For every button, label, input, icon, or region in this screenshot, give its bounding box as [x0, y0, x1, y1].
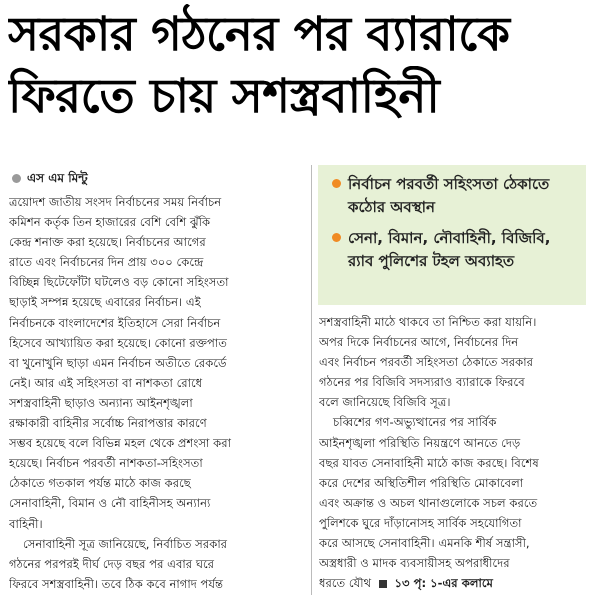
text-line-end: ধরতে যৌথ	[319, 576, 372, 591]
text-line: ফিরবে সশস্ত্রবাহিনী। তবে ঠিক কবে নাগাদ পর্যন্ত	[9, 576, 224, 591]
text-line: ছাড়াই সম্পন্ন হয়েছে এবারের নির্বাচন। এই	[9, 295, 201, 310]
text-line: সম্ভব হয়েছে বলে বিভিন্ন মহল থেকে প্রশংসা করা	[9, 436, 231, 451]
highlight-text: নির্বাচন পরবর্তী সহিংসতা ঠেকাতে কঠোর অবস্থান	[348, 175, 550, 216]
text-line: রক্ষাকারী বাহিনীর সর্বোচ্চ নিরাপত্তার কারণে	[9, 416, 207, 431]
text-line: সেনাবাহিনী, বিমান ও নৌ বাহিনীসহ অন্যান্য	[9, 496, 211, 511]
text-line: এবং নির্বাচন পরবর্তী সহিংসতা ঠেকাতে সরকার	[319, 355, 534, 370]
text-line: কেন্দ্র শনাক্ত করা হয়েছে। নির্বাচনের আগের	[9, 235, 206, 250]
highlight-box	[318, 165, 586, 305]
text-line: আইনশৃঙ্খলা পরিস্থিতি নিয়ন্ত্রণে আনতে দেড়	[319, 435, 521, 450]
text-line: ত্রয়োদশ জাতীয় সংসদ নির্বাচনের সময় নির্বাচন	[9, 195, 222, 209]
text-line: হয়েছে। নির্বাচন পরবর্তী নাশকতা-সহিংসতা	[9, 456, 203, 471]
text-line: সেনাবাহিনী সূত্র জানিয়েছে, নির্বাচিত সরকার	[23, 536, 228, 551]
highlight-text: সেনা, বিমান, নৌবাহিনী, বিজিবি, র‌্যাব পুলিশের টহল অব্যাহত	[348, 229, 551, 270]
text-line: নেই। আর এই সহিংসতা বা নাশকতা রোধে	[9, 375, 203, 390]
headline	[8, 4, 594, 128]
continuation-square-icon	[379, 580, 387, 588]
text-line: গঠনের পর বিজিবি সদস্যরাও ব্যারাকে ফিরবে	[319, 375, 525, 390]
text-line: হিসেবে আখ্যায়িত করা হয়েছে। কোনো রক্তপাত	[9, 335, 227, 350]
text-line: পুলিশকে ঘুরে দাঁড়ানোসহ সার্বিক সহযোগিতা	[319, 515, 522, 530]
text-line: বিচ্ছিন্ন ছিটেফোঁটা ঘটলেও বড় কোনো সহিংসতা	[9, 275, 229, 290]
headline-line-1: সরকার গঠনের পর ব্যারাকে	[8, 7, 510, 62]
text-line: অস্ত্রধারী ও মাদক ব্যবসায়ীসহ অপরাধীদের	[319, 556, 510, 571]
right-column	[319, 312, 593, 593]
headline-line-2: ফিরতে চায় সশস্ত্রবাহিনী	[8, 69, 440, 124]
text-line: বছর যাবত সেনাবাহিনী মাঠে কাজ করছে। বিশেষ	[319, 455, 539, 470]
column-divider	[311, 165, 312, 595]
byline-text: এস এম মিন্টু	[27, 171, 88, 185]
text-line: নির্বাচনকে বাংলাদেশের ইতিহাসে সেরা নির্বাচন	[9, 315, 221, 330]
orange-bullet-icon	[332, 179, 341, 188]
text-line: ঠেকাতে গতকাল পর্যন্ত মাঠে কাজ করছে	[9, 476, 191, 491]
text-line: সশস্ত্রবাহিনী ছাড়াও অন্যান্য আইনশৃঙ্খলা	[9, 395, 193, 410]
text-line: কমিশন কর্তৃক তিন হাজারের বেশি বেশি ঝুঁকি	[9, 215, 211, 230]
text-line: এবং অক্রান্ত ও অচল থানাগুলোকে সচল করতে	[319, 495, 538, 510]
highlight-item	[332, 227, 578, 273]
text-line: অপর দিকে নির্বাচনের আগে, নির্বাচনের দিন	[319, 335, 519, 350]
text-line: সশস্ত্রবাহিনী মাঠে থাকবে তা নিশ্চিত করা যায়নি।	[319, 315, 537, 329]
highlight-item	[332, 173, 578, 219]
orange-bullet-icon	[332, 233, 341, 242]
last-line	[319, 573, 593, 593]
text-line: চব্বিশের গণ-অভ্যুত্থানের পর সার্বিক	[333, 415, 497, 430]
text-line: করে দেশের অস্থিতিশীল পরিস্থিতি মোকাবেলা	[319, 475, 524, 490]
text-line: বাহিনী।	[9, 516, 43, 531]
text-line: গঠনের পরপরই দীর্ঘ দেড় বছর পর এবার ঘরে	[9, 556, 215, 571]
text-line: বলে জানিয়েছে বিজিবি সূত্র।	[319, 395, 451, 410]
text-line: বা খুনোখুনি ছাড়া এমন নির্বাচন অতীতে রেকর্ডে	[9, 355, 227, 370]
text-line: করে আসছে সেনাবাহিনী। এমনকি শীর্ষ সন্ত্রাসী,	[319, 536, 530, 551]
text-line: রাতে এবং নির্বাচনের দিন প্রায় ৩০০ কেন্দ্রে	[9, 255, 204, 270]
byline-dot-icon	[12, 174, 21, 183]
continuation-link[interactable]: ১৩ পৃ: ১-এর কলামে	[394, 576, 493, 591]
left-column	[9, 186, 305, 594]
